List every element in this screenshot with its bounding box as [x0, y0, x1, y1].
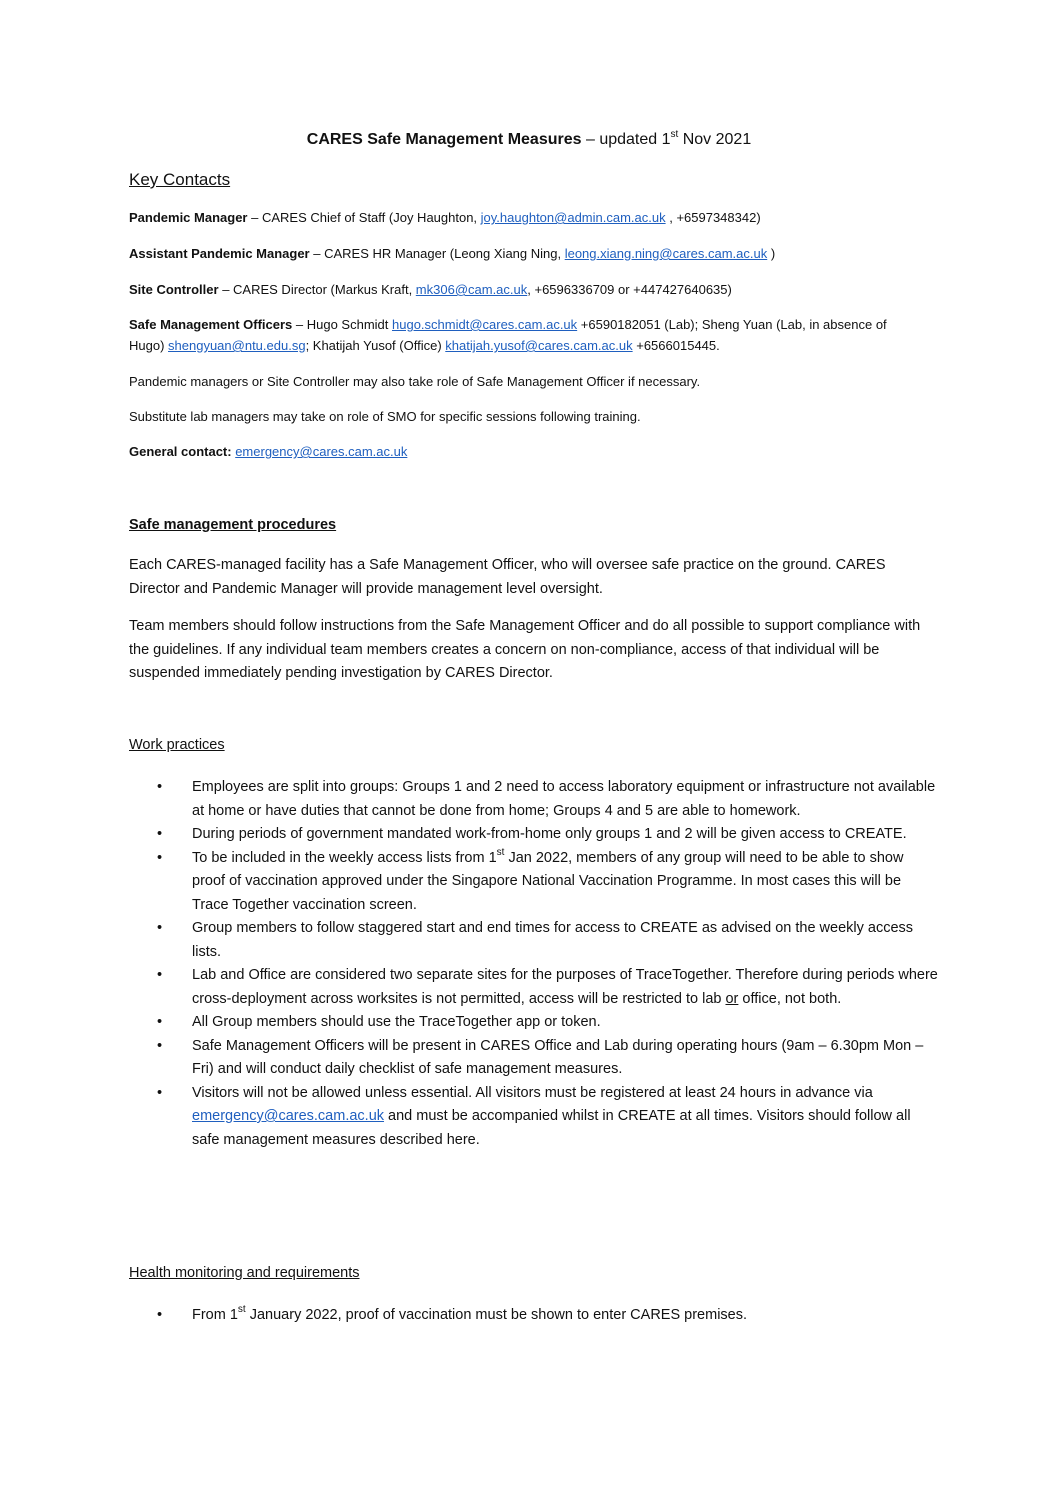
- list-item-text: From 1: [192, 1307, 238, 1323]
- pandemic-manager-text: – CARES Chief of Staff (Joy Haughton,: [247, 210, 481, 225]
- document-title: [0, 128, 1058, 149]
- smo-label: Safe Management Officers: [129, 317, 293, 332]
- list-item-text: To be included in the weekly access lists from 1: [192, 849, 497, 866]
- list-item: [129, 1011, 939, 1035]
- assistant-manager-line: [129, 243, 929, 264]
- pandemic-manager-email-link[interactable]: joy.haughton@admin.cam.ac.uk: [480, 210, 666, 225]
- list-item: [129, 1304, 939, 1328]
- procedures-paragraph-1: Each CARES-managed facility has a Safe Management Officer, who will oversee safe practice on the ground. CARES Director and Pandemic Manager will provide management level oversight.: [129, 557, 886, 597]
- smo-email3-link[interactable]: khatijah.yusof@cares.cam.ac.uk: [445, 338, 633, 353]
- assistant-manager-label: Assistant Pandemic Manager: [129, 246, 310, 261]
- site-controller-email-link[interactable]: mk306@cam.ac.uk: [415, 282, 528, 297]
- list-item-text: During periods of government mandated work-from-home only groups 1 and 2 will be given access to CREATE.: [192, 826, 907, 842]
- site-controller-tail: , +6596336709 or +447427640635): [527, 282, 732, 297]
- assistant-manager-email-link[interactable]: leong.xiang.ning@cares.cam.ac.uk: [564, 246, 768, 261]
- list-item-text: Lab and Office are considered two separate sites for the purposes of TraceTogether. Therefore during periods where cross-deployment across worksites is not permitted, access will be restricted to lab: [192, 967, 938, 1007]
- general-contact-email-link[interactable]: emergency@cares.cam.ac.uk: [235, 444, 408, 459]
- list-item-text: Visitors will not be allowed unless essential. All visitors must be registered at least 24 hours in advance via: [192, 1084, 873, 1101]
- title-tail: Nov 2021: [678, 131, 752, 148]
- procedures-paragraph-2: Team members should follow instructions from the Safe Management Officer and do all possible to support compliance with the guidelines. If any individual team members creates a concern on non-compliance, access of that individual will be suspended immediately pending investigation by CARES Director.: [129, 618, 921, 681]
- smo-text2: +6590182051 (Lab); Sheng Yuan (Lab, in absence of Hugo): [129, 317, 887, 353]
- smo-email2-link[interactable]: shengyuan@ntu.edu.sg: [168, 338, 306, 353]
- list-item: [129, 1082, 939, 1153]
- key-contacts-heading: Key Contacts: [129, 170, 231, 189]
- list-item-text: Group members to follow staggered start and end times for access to CREATE as advised on the weekly access lists.: [192, 920, 914, 960]
- list-item-sup: st: [237, 1304, 246, 1316]
- list-item: [129, 917, 939, 964]
- list-item-text: Safe Management Officers will be present in CARES Office and Lab during operating hours (9am – 6.30pm Mon – Fri) and will conduct daily checklist of safe management measures.: [192, 1037, 924, 1077]
- bullet-icon: •: [157, 779, 163, 795]
- title-bold: CARES Safe Management Measures: [306, 131, 582, 148]
- bullet-icon: •: [157, 967, 163, 983]
- site-controller-text: – CARES Director (Markus Kraft,: [218, 282, 416, 297]
- list-item-text-cont: and must be accompanied whilst in CREATE at all times. Visitors should follow all safe management measures described here.: [192, 1108, 911, 1148]
- list-item-sup: st: [496, 846, 505, 858]
- pandemic-manager-line: [129, 207, 929, 228]
- list-item: [129, 823, 939, 847]
- list-item: [129, 964, 939, 1011]
- assistant-manager-text: – CARES HR Manager (Leong Xiang Ning,: [309, 246, 565, 261]
- list-item: [129, 776, 939, 823]
- pandemic-manager-tail: , +6597348342): [665, 210, 761, 225]
- bullet-icon: •: [157, 826, 163, 842]
- site-controller-line: [129, 279, 929, 300]
- assistant-manager-tail: ): [767, 246, 776, 261]
- note-substitute-managers: Substitute lab managers may take on role of SMO for specific sessions following training.: [129, 409, 641, 424]
- bullet-icon: •: [157, 920, 163, 936]
- smo-email1-link[interactable]: hugo.schmidt@cares.cam.ac.uk: [392, 317, 578, 332]
- general-contact-line: [129, 441, 929, 462]
- smo-text1: – Hugo Schmidt: [292, 317, 392, 332]
- bullet-icon: •: [157, 849, 163, 866]
- work-practices-heading: Work practices: [129, 737, 225, 753]
- bullet-icon: •: [157, 1084, 163, 1101]
- health-heading: Health monitoring and requirements: [129, 1265, 360, 1281]
- visitor-email-link[interactable]: emergency@cares.cam.ac.uk: [192, 1108, 385, 1124]
- bullet-icon: •: [157, 1014, 163, 1030]
- list-item-text: All Group members should use the TraceTogether app or token.: [192, 1014, 601, 1030]
- note-pandemic-managers: Pandemic managers or Site Controller may also take role of Safe Management Officer if necessary.: [129, 374, 701, 389]
- list-item-text: Employees are split into groups: Groups 1 and 2 need to access laboratory equipment or infrastructure not available at home or have duties that cannot be done from home; Groups 4 and 5 are able to homework.: [192, 779, 936, 819]
- health-list: [129, 1304, 939, 1328]
- list-item-text-cont: January 2022, proof of vaccination must be shown to enter CARES premises.: [245, 1307, 748, 1323]
- list-item: [129, 1035, 939, 1082]
- smo-text4: +6566015445.: [632, 338, 720, 353]
- list-item-text-cont: Jan 2022, members of any group will need to be able to show proof of vaccination approved under the Singapore National Vaccination Programme. In most cases this will be Trace Together vaccination screen.: [192, 849, 904, 913]
- list-item-underlined: or: [725, 990, 739, 1007]
- list-item: [129, 847, 939, 918]
- pandemic-manager-label: Pandemic Manager: [129, 210, 248, 225]
- bullet-icon: •: [157, 1307, 163, 1323]
- list-item-text-cont: office, not both.: [738, 990, 842, 1007]
- bullet-icon: •: [157, 1037, 163, 1054]
- smo-line: [129, 314, 909, 356]
- title-rest: – updated 1: [581, 131, 671, 148]
- general-contact-label: General contact:: [129, 444, 236, 459]
- smo-text3: ; Khatijah Yusof (Office): [305, 338, 446, 353]
- title-sup: st: [670, 128, 679, 140]
- procedures-heading: Safe management procedures: [129, 517, 337, 533]
- work-practices-list: [129, 776, 939, 1152]
- site-controller-label: Site Controller: [129, 282, 219, 297]
